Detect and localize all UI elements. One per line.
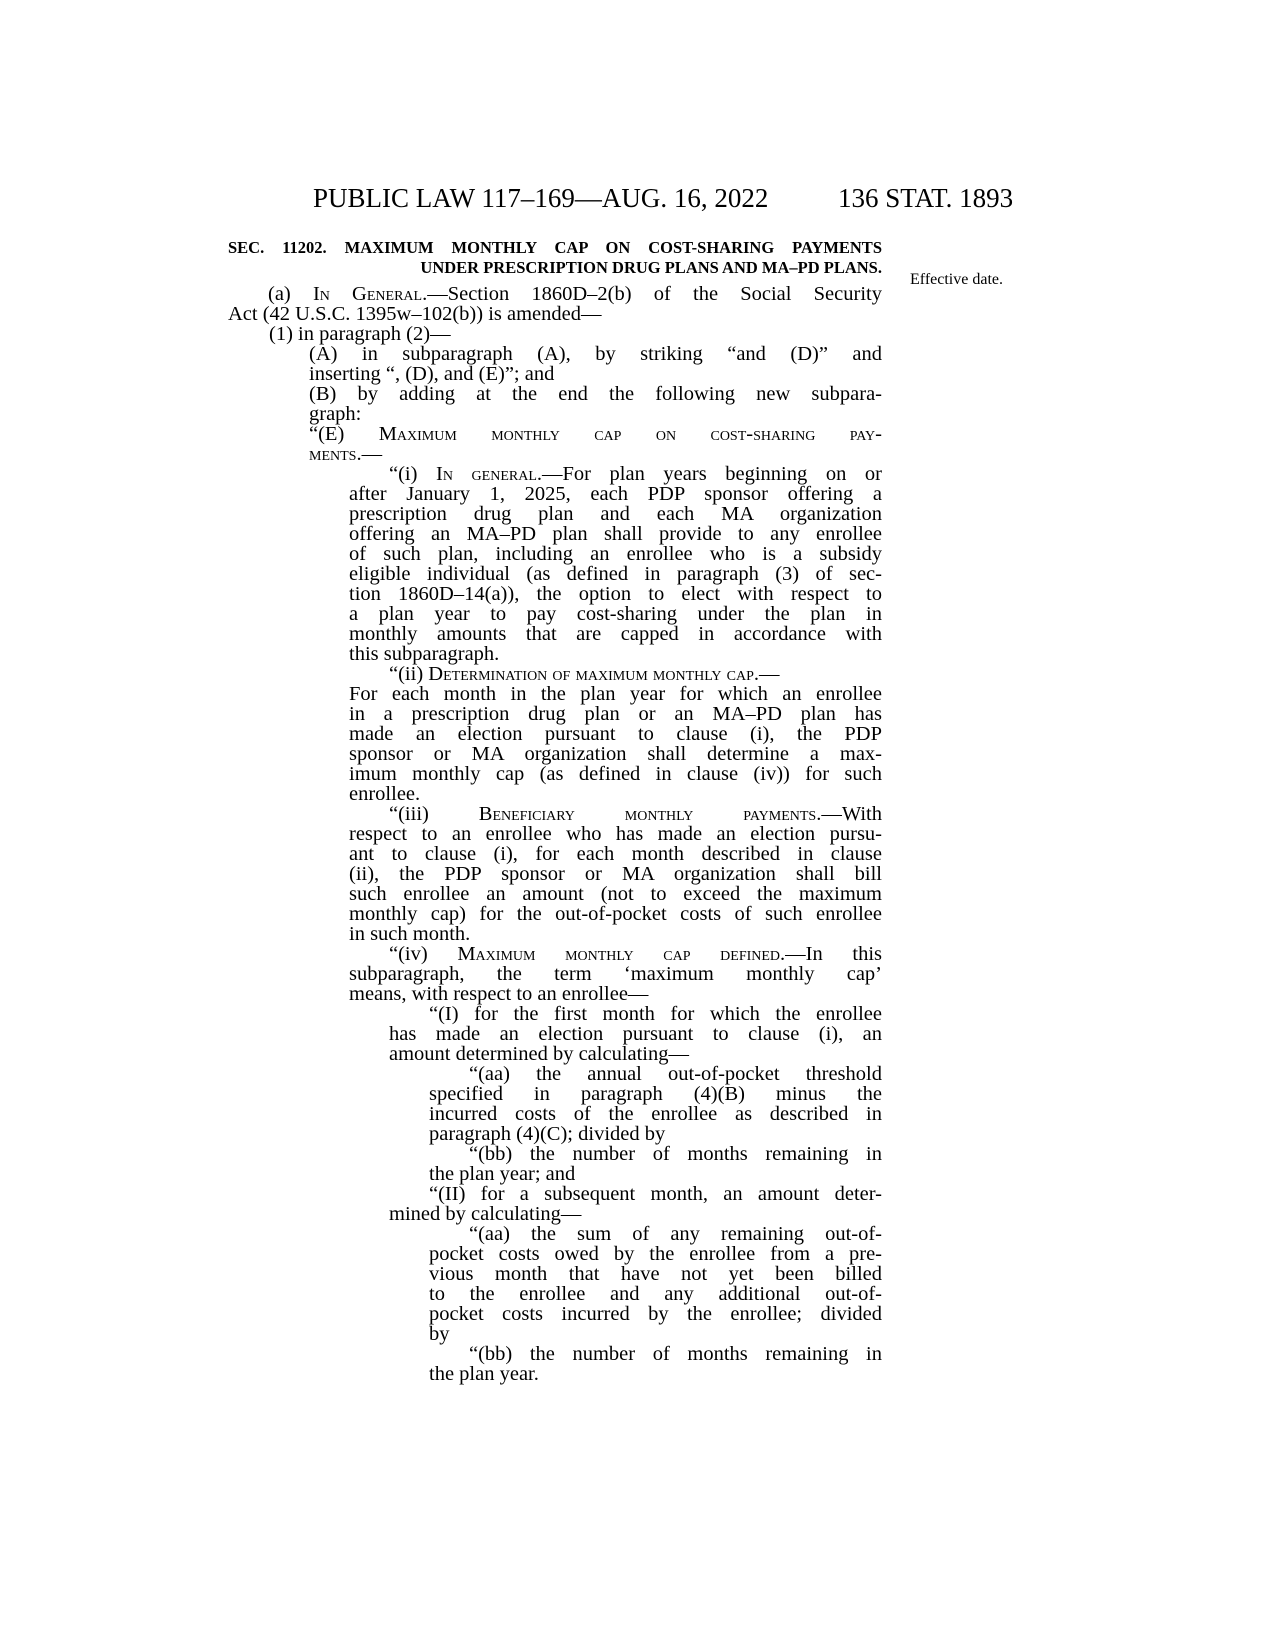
clause-iii-line: (ii), the PDP sponsor or MA organization shall bill <box>349 863 882 885</box>
item-II-aa-line: vious month that have not yet been billed <box>429 1263 882 1285</box>
subclause-II-line: “(II) for a subsequent month, an amount deter- <box>429 1183 882 1205</box>
subsection-a-heading: In General. <box>312 283 428 305</box>
subparagraph-E-heading-end: ments. <box>309 443 362 465</box>
subparagraph-E-heading-line-1 <box>309 424 882 445</box>
subclause-II-line-last: mined by calculating— <box>389 1203 582 1225</box>
clause-iii-heading: Beneficiary monthly payments. <box>478 803 822 825</box>
subparagraph-E-prefix: “(E) <box>309 423 379 445</box>
clause-ii-line: For each month in the plan year for which an enrollee <box>349 683 882 705</box>
clause-i-text: —For plan years beginning on or <box>542 463 882 485</box>
subparagraph-A-line-1: (A) in subparagraph (A), by striking “and (D)” and <box>309 343 882 365</box>
item-II-aa-line: pocket costs incurred by the enrollee; divided <box>429 1303 882 1325</box>
clause-iv-line-1 <box>389 944 882 965</box>
clause-ii-heading: Determination of maximum monthly cap. <box>428 663 759 685</box>
item-I-aa-line: incurred costs of the enrollee as described in <box>429 1103 882 1125</box>
margin-note-effective-date: Effective date. <box>910 271 1003 288</box>
clause-iv-line-last: means, with respect to an enrollee— <box>349 983 649 1005</box>
subparagraph-B-line-1: (B) by adding at the end the following new subpara- <box>309 383 882 405</box>
subparagraph-E-dash: — <box>361 443 383 465</box>
item-II-aa-line: pocket costs owed by the enrollee from a pre- <box>429 1243 882 1265</box>
subparagraph-E-heading-line-2 <box>309 444 382 465</box>
subsection-a-text: —Section 1860D–2(b) of the Social Security <box>427 283 882 305</box>
clause-i-line: monthly amounts that are capped in accordance with <box>349 623 882 645</box>
subclause-I-line-last: amount determined by calculating— <box>389 1043 690 1065</box>
running-header-page-number: 136 STAT. 1893 <box>838 183 1014 213</box>
clause-i-prefix: “(i) <box>389 463 437 485</box>
item-II-bb-line: “(bb) the number of months remaining in <box>469 1343 882 1365</box>
clause-iii-prefix: “(iii) <box>389 803 479 825</box>
clause-iv-heading: Maximum monthly cap defined. <box>457 943 786 965</box>
item-II-aa-line: “(aa) the sum of any remaining out-of- <box>469 1223 882 1245</box>
clause-iii-line: such enrollee an amount (not to exceed the maximum <box>349 883 882 905</box>
clause-ii-line: sponsor or MA organization shall determine a max- <box>349 743 882 765</box>
clause-iii-line: ant to clause (i), for each month described in clause <box>349 843 882 865</box>
clause-ii-line-last: enrollee. <box>349 783 421 805</box>
clause-i-line: prescription drug plan and each MA organization <box>349 503 882 525</box>
clause-i-line: of such plan, including an enrollee who is a subsidy <box>349 543 882 565</box>
clause-iii-line-last: in such month. <box>349 923 471 945</box>
subparagraph-A-line-2: inserting “, (D), and (E)”; and <box>309 363 555 385</box>
clause-iii-text: —With <box>821 803 882 825</box>
clause-i-line: a plan year to pay cost-sharing under the plan in <box>349 603 882 625</box>
item-I-bb-line-last: the plan year; and <box>429 1163 576 1185</box>
clause-ii-line: imum monthly cap (as defined in clause (iv)) for such <box>349 763 882 785</box>
subclause-I-line: “(I) for the first month for which the enrollee <box>429 1003 882 1025</box>
item-I-aa-line: specified in paragraph (4)(B) minus the <box>429 1083 882 1105</box>
clause-iii-line: respect to an enrollee who has made an election pursu- <box>349 823 882 845</box>
clause-i-line: tion 1860D–14(a)), the option to elect with respect to <box>349 583 882 605</box>
clause-ii-dash: — <box>758 663 780 685</box>
clause-iv-line: subparagraph, the term ‘maximum monthly cap’ <box>349 963 882 985</box>
running-header-title: PUBLIC LAW 117–169—AUG. 16, 2022 <box>313 183 769 213</box>
clause-ii-line: in a prescription drug plan or an MA–PD plan has <box>349 703 882 725</box>
item-II-aa-line: to the enrollee and any additional out-of- <box>429 1283 882 1305</box>
paragraph-1: (1) in paragraph (2)— <box>269 323 451 345</box>
clause-i-line-1 <box>389 464 882 485</box>
clause-i-line-last: this subparagraph. <box>349 643 500 665</box>
clause-i-line: offering an MA–PD plan shall provide to any enrollee <box>349 523 882 545</box>
subsection-a-prefix: (a) <box>268 283 313 305</box>
subparagraph-E-heading: Maximum monthly cap on cost-sharing pay- <box>378 423 882 445</box>
subparagraph-B-line-2: graph: <box>309 403 362 425</box>
clause-i-line: eligible individual (as defined in paragraph (3) of sec- <box>349 563 882 585</box>
section-heading-line-1: SEC. 11202. MAXIMUM MONTHLY CAP ON COST-SHARING PAYMENTS <box>228 238 882 257</box>
subsection-a-line-1 <box>268 284 882 305</box>
section-heading-line-2: UNDER PRESCRIPTION DRUG PLANS AND MA–PD PLANS. <box>420 258 882 277</box>
clause-iii-line: monthly cap) for the out-of-pocket costs of such enrollee <box>349 903 882 925</box>
clause-i-line: after January 1, 2025, each PDP sponsor offering a <box>349 483 882 505</box>
item-I-bb-line: “(bb) the number of months remaining in <box>469 1143 882 1165</box>
clause-ii-line-1 <box>389 664 779 685</box>
item-II-aa-line-last: by <box>429 1323 450 1345</box>
item-II-bb-line-last: the plan year. <box>429 1363 539 1385</box>
item-I-aa-line-last: paragraph (4)(C); divided by <box>429 1123 666 1145</box>
clause-ii-line: made an election pursuant to clause (i), the PDP <box>349 723 882 745</box>
subclause-I-line: has made an election pursuant to clause (i), an <box>389 1023 882 1045</box>
subsection-a-line-2: Act (42 U.S.C. 1395w–102(b)) is amended— <box>228 303 602 325</box>
clause-i-heading: In general. <box>436 463 542 485</box>
item-I-aa-line: “(aa) the annual out-of-pocket threshold <box>469 1063 882 1085</box>
clause-ii-prefix: “(ii) <box>389 663 429 685</box>
clause-iv-prefix: “(iv) <box>389 943 458 965</box>
clause-iii-line-1 <box>389 804 882 825</box>
clause-iv-text: —In this <box>785 943 882 965</box>
